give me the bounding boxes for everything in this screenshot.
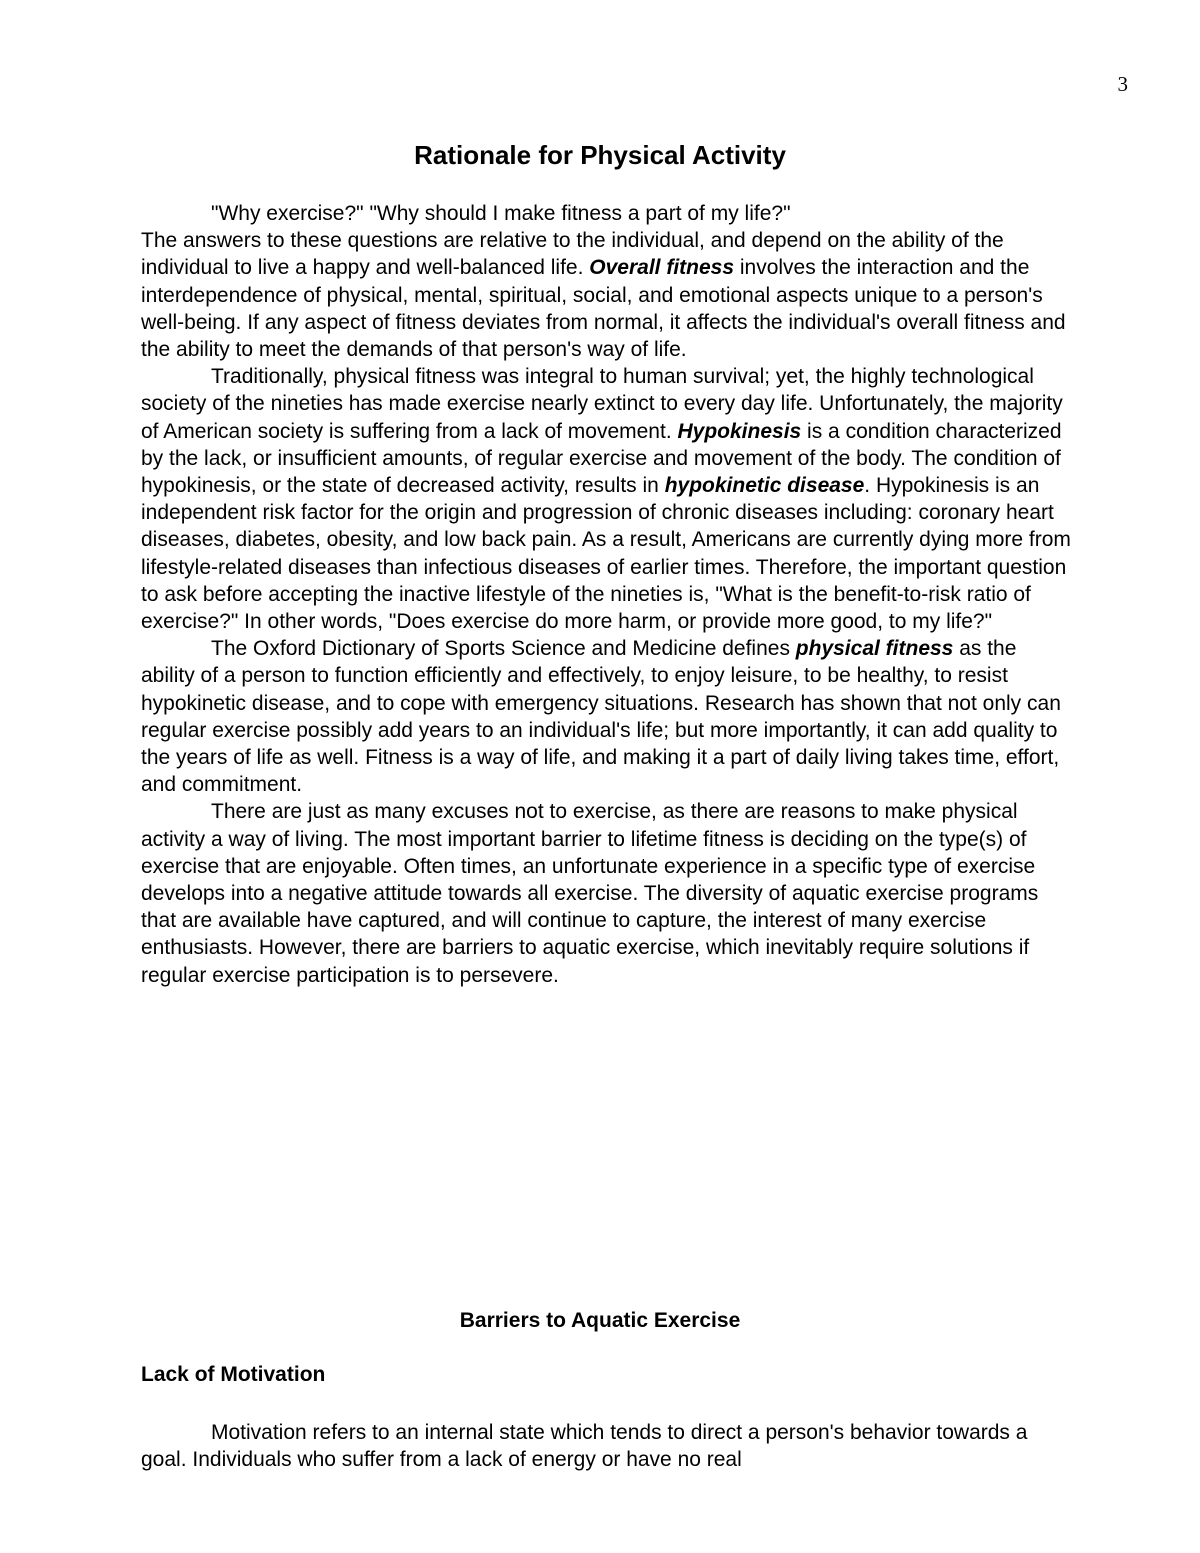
page-title: Rationale for Physical Activity	[414, 140, 786, 170]
term-overall-fitness: Overall fitness	[589, 256, 735, 280]
paragraph-hypokinesis	[141, 363, 1071, 635]
paragraph-motivation: Motivation refers to an internal state which tends to direct a person's behavior towards a goal. Individuals who suffer from a lack of energy or have no real	[141, 1421, 1028, 1472]
term-physical-fitness: physical fitness	[795, 637, 954, 661]
paragraph-excuses: There are just as many excuses not to exercise, as there are reasons to make physical activity a way of living. The most important barrier to lifetime fitness is deciding on the type(s) of exercise that are enjoyable. Often times, an unfortunate experience in a specific type of exercise develops into a negative attitude towards all exercise. The diversity of aquatic exercise programs that are available have captured, and will continue to capture, the interest of many exercise enthusiasts. However, there are barriers to aquatic exercise, which inevitably require solutions if regular exercise participation is to persevere.	[141, 800, 1039, 987]
paragraph-text: Traditionally, physical fitness was integral to human survival; yet, the highly technological society of the nineties has made exercise nearly extinct to every day life. Unfortunately, the majority of American society is suffering from a lack of movement.	[141, 365, 1063, 443]
paragraph-text: is a condition characterized by the lack, or insufficient amounts, of regular exercise and movement of the body. The condition of hypokinesis, or the state of decreased activity, results in	[141, 419, 1062, 498]
subsection-heading: Lack of Motivation	[141, 1363, 326, 1386]
paragraph-text: as the ability of a person to function efficiently and effectively, to enjoy leisure, to be healthy, to resist hypokinetic disease, and to cope with emergency situations. Research has shown that not only can regular exercise possibly add years to an individual's life; but more importantly, it can add quality to the years of life as well. Fitness is a way of life, and making it a part of daily living takes time, effort, and commitment.	[141, 637, 1061, 797]
paragraph-text: The Oxford Dictionary of Sports Science and Medicine defines	[211, 637, 796, 661]
paragraph-text: . Hypokinesis is an independent risk factor for the origin and progression of chronic diseases including: coronary heart diseases, diabetes, obesity, and low back pain. As a result, Americans are currently dying more from lifestyle-related diseases than infectious diseases of earlier times. Therefore, the important question to ask before accepting the inactive lifestyle of the nineties is, "What is the benefit-to-risk ratio of exercise?" In other words, "Does exercise do more harm, or provide more good, to my life?"	[141, 474, 1071, 634]
term-hypokinesis: Hypokinesis	[677, 419, 802, 443]
paragraph-physical-fitness	[141, 635, 1071, 798]
paragraph-text: involves the interaction and the interdependence of physical, mental, spiritual, social, and emotional aspects unique to a person's well-being. If any aspect of fitness deviates from normal, it affects the individual's overall fitness and the ability to meet the demands of that person's way of life.	[141, 256, 1066, 362]
opening-questions: "Why exercise?" "Why should I make fitness a part of my life?"	[211, 202, 791, 225]
section-heading: Barriers to Aquatic Exercise	[459, 1309, 741, 1332]
term-hypokinetic-disease: hypokinetic disease	[664, 474, 865, 498]
paragraph-overall-fitness	[141, 227, 1071, 363]
paragraph-text: The answers to these questions are relative to the individual, and depend on the ability of the individual to live a happy and well-balanced life.	[141, 229, 1004, 280]
page-number: 3	[1117, 72, 1128, 96]
body-text	[141, 200, 1071, 989]
